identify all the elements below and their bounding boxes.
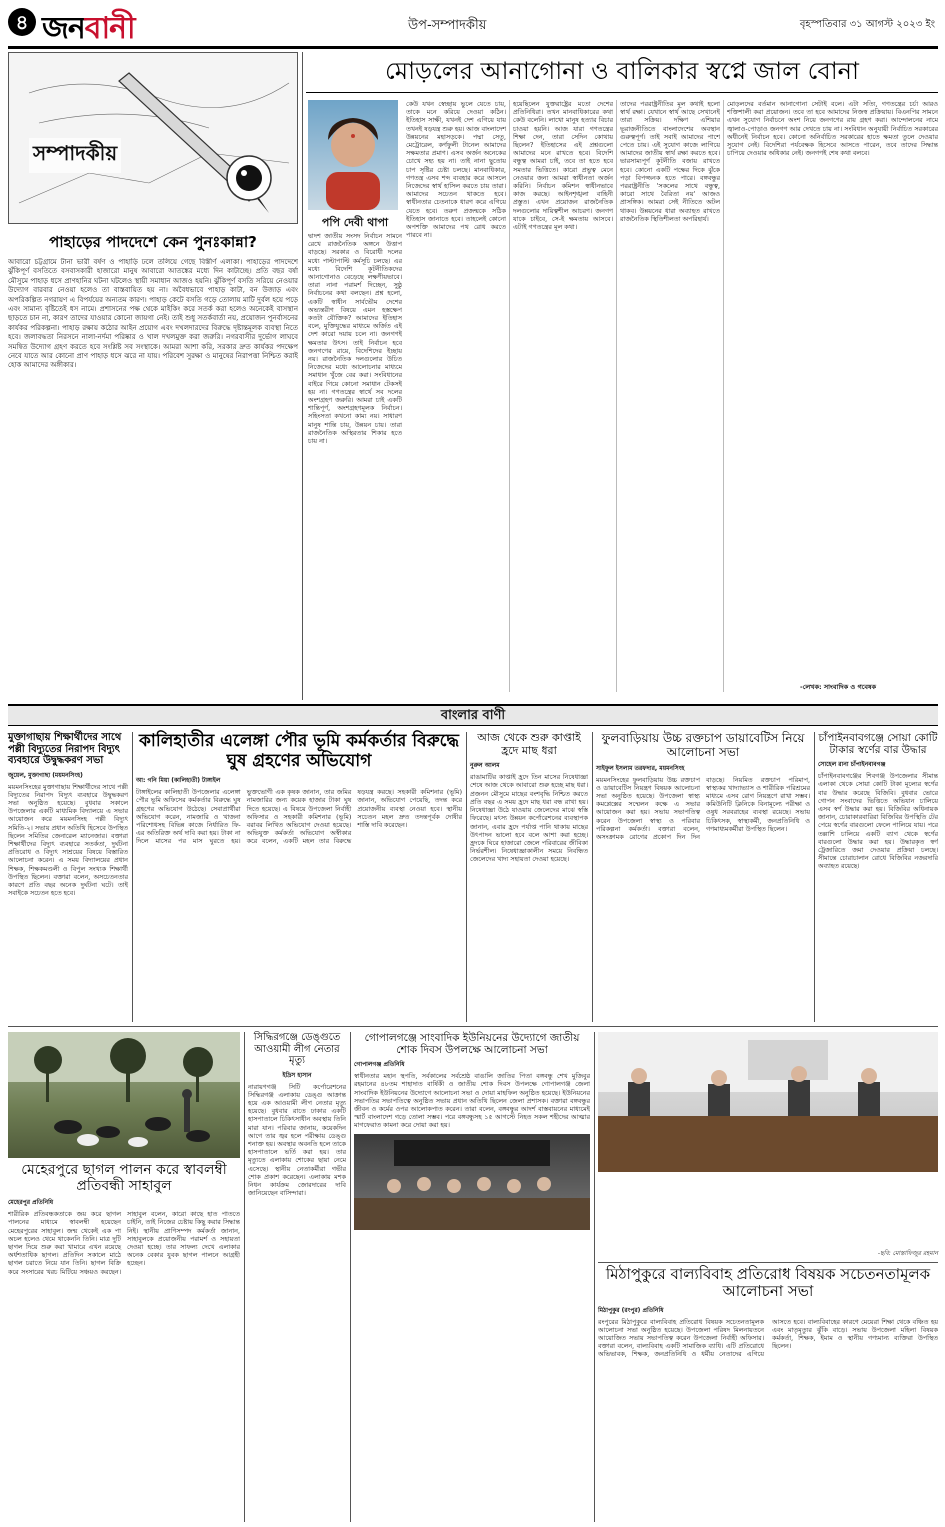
goats-image-icon: [8, 1032, 240, 1158]
news-siddhirganj: [248, 1032, 346, 1522]
photo-caption: -ছবি: মোস্তাফিজুর রহমান: [877, 1250, 938, 1257]
news-headline: গোপালগঞ্জে সাংবাদিক ইউনিয়নের উদ্যোগে জাতীয় শোক দিবস উপলক্ষে আলোচনা সভা: [364, 1032, 580, 1057]
news-mithapukur: [598, 1266, 938, 1522]
goats-photo: [8, 1032, 240, 1158]
col-divider: [350, 1032, 351, 1522]
news-byline: জুয়েল, মুক্তাগাছা (ময়মনসিংহ): [8, 771, 83, 779]
opinion-headline: মোড়লের আনাগোনা ও বালিকার স্বপ্নে জাল বোনা: [385, 57, 859, 85]
author-portrait-icon: [308, 100, 398, 210]
masthead-rule: [8, 46, 938, 49]
section-band-label: বাংলার বাণী: [440, 708, 506, 723]
col-divider: [592, 732, 593, 1022]
seminar-image-icon: [598, 1032, 938, 1172]
col-divider: [594, 1032, 595, 1522]
gopalganj-meeting-photo: [354, 1134, 590, 1230]
news-body: রংপুরের মিঠাপুকুরে বাল্যবিবাহ প্রতিরোধ বিষয়ক সচেতনতামূলক আলোচনা সভা অনুষ্ঠিত হয়েছে। উপজেলা পরিষদ মিলনায়তনে আয়োজিত সভায় সভাপতিত্ব করেন উপজেলা নির্বাহী অফিসার। বক্তারা বলেন, বাল্যবিবাহ একটি সামাজিক ব্যাধি। এটি প্রতিরোধে অভিভাবক, শিক্ষক, জনপ্রতিনিধি ও ধর্মীয় নেতাদের এগিয়ে আসতে হবে। বাল্যবিবাহের কারণে মেয়েরা শিক্ষা থেকে বঞ্চিত হয় এবং মাতৃমৃত্যুর ঝুঁকি বাড়ে। সভায় উপজেলা মহিলা বিষয়ক কর্মকর্তা, শিক্ষক, ইমাম ও স্থানীয় গণ্যমান্য ব্যক্তিরা উপস্থিত ছিলেন।: [598, 1317, 938, 1359]
col-divider: [244, 1032, 245, 1522]
news-headline: চাঁপাইনবাবগঞ্জে সোয়া কোটি টাকার স্বর্ণের বার উদ্ধার: [818, 732, 938, 757]
opinion-col-3: হয়েছিলেন যুক্তরাষ্ট্রের মতো দেশের প্রতিনিধিরা। তখন মানবাধিকারের কথা কেউ বলেনি। লাখো মানুষ হত্যার বিচার চাওয়া হয়নি। আজ যারা গণতন্ত্রের শিক্ষা দেন, তারা সেদিন কোথায় ছিলেন? ইতিহাসের এই প্রশ্নগুলো আমাদের মনে রাখতে হবে। বিদেশি বন্ধুত্ব আমরা চাই, তবে তা হতে হবে সমতার ভিত্তিতে। কারো প্রভুত্ব মেনে নেওয়ার জন্য আমরা স্বাধীনতা অর্জন করিনি। নির্বাচন কমিশন স্বাধীনভাবে কাজ করছে। আইনশৃঙ্খলা বাহিনী প্রস্তুত। এখন প্রয়োজন রাজনৈতিক দলগুলোর দায়িত্বশীল আচরণ। জনগণ যাকে চাইবে, সে-ই ক্ষমতায় আসবে। এটাই গণতন্ত্রের মূল কথা।: [513, 100, 613, 232]
news-headline: মেহেরপুরে ছাগল পালন করে স্বাবলম্বী প্রতিবন্ধী সাহাবুল: [21, 1162, 227, 1195]
opinion-footer: -লেখক: সাংবাদিক ও গবেষক: [800, 683, 877, 691]
editorial-headline: পাহাড়ের পাদদেশে কেন পুনঃকান্না?: [49, 233, 257, 251]
news-body: চাঁপাইনবাবগঞ্জের শিবগঞ্জ উপজেলার সীমান্ত এলাকা থেকে সোয়া কোটি টাকা মূল্যের স্বর্ণের বার উদ্ধার করেছে বিজিবি। বুধবার ভোরে গোপন সংবাদের ভিত্তিতে অভিযান চালিয়ে এসব স্বর্ণ উদ্ধার করা হয়। বিজিবির অধিনায়ক জানান, চোরাকারবারিরা বিজিবির উপস্থিতি টের পেয়ে স্বর্ণের বারগুলো ফেলে পালিয়ে যায়। পরে তল্লাশি চালিয়ে একটি ব্যাগ থেকে স্বর্ণের বারগুলো উদ্ধার করা হয়। উদ্ধারকৃত স্বর্ণ ট্রেজারিতে জমা দেওয়ার প্রক্রিয়া চলছে। সীমান্তে চোরাচালান রোধে বিজিবির নজরদারি অব্যাহত রয়েছে।: [818, 772, 938, 871]
news-headline: ফুলবাড়িয়ায় উচ্চ রক্তচাপ ডায়াবেটিস নিয়ে আলোচনা সভা: [601, 731, 805, 759]
editorial-divider: [302, 52, 303, 700]
seminar-caption-block: [598, 1176, 938, 1260]
section-band: [8, 704, 938, 726]
masthead: [0, 0, 945, 48]
news-byline: সাইফুল ইসলাম তরফদার, ময়মনসিংহ: [596, 764, 685, 772]
seminar-photo: [598, 1032, 938, 1172]
col-divider: [723, 100, 724, 692]
page-number-badge: [8, 8, 36, 36]
news-chapainawabganj: [818, 732, 938, 1032]
opinion-col-5: মোড়লদের বর্তমান আনাগোনা সেটাই বলে। এটা সত্যি, গণতন্ত্রের চর্চা আরও শক্তিশালী করা প্রয়োজন। তবে তা হবে আমাদের নিজস্ব প্রক্রিয়ায়। বিএনপির সামনে এখন সুযোগ নির্বাচনে অংশ নিয়ে জনগণের রায় গ্রহণ করা। আন্দোলনের নামে জ্বালাও-পোড়াও জনগণ আর দেখতে চায় না। সংবিধান অনুযায়ী নির্বাচিত সরকারের অধীনেই নির্বাচন হবে। কোনো অনির্বাচিত সরকারের হাতে ক্ষমতা তুলে দেওয়ার সুযোগ নেই। বিদেশিরা পর্যবেক্ষক হিসেবে আসতে পারেন, তবে তাদের সিদ্ধান্ত চাপিয়ে দেওয়ার অধিকার নেই। জনগণই শেষ কথা বলবে।: [727, 100, 938, 158]
news-byline: ইদ্রিস হাসান: [282, 1071, 312, 1079]
seminar-caption-text: [598, 1176, 938, 1248]
news-byline: সোহেল রানা চাঁপাইনবাবগঞ্জ: [818, 761, 886, 769]
opinion-col-1: দ্বাদশ জাতীয় সংসদ নির্বাচন সামনে রেখে রাজনৈতিক অঙ্গনে উত্তাপ বাড়ছে। সরকার ও বিরোধী দলের মধ্যে পাল্টাপাল্টি কর্মসূচি চলছে। এর মধ্যে বিদেশি কূটনীতিকদের আনাগোনাও বেড়েছে লক্ষণীয়ভাবে। তারা নানা পরামর্শ দিচ্ছেন, সুষ্ঠু নির্বাচনের কথা বলছেন। প্রশ্ন হলো, একটি স্বাধীন সার্বভৌম দেশের অভ্যন্তরীণ বিষয়ে এমন হস্তক্ষেপ কতটা যৌক্তিক? আমাদের ইতিহাস বলে, মুক্তিযুদ্ধের মাধ্যমে অর্জিত এই দেশ কারো দয়ায় চলে না। জনগণই ক্ষমতার উৎস। তাই নির্বাচন হবে জনগণের রায়ে, বিদেশিদের ইচ্ছায় নয়। রাজনৈতিক দলগুলোর উচিত নিজেদের মধ্যে আলোচনার মাধ্যমে সমাধান খুঁজে বের করা। সংবিধানের বাইরে গিয়ে কোনো সমাধান টেকসই হয় না। গণতন্ত্রের স্বার্থে সব দলের অংশগ্রহণ জরুরি। আমরা চাই একটি শান্তিপূর্ণ, অংশগ্রহণমূলক নির্বাচন। সহিংসতা কখনো কাম্য নয়। সাধারণ মানুষ শান্তি চায়, উন্নয়ন চায়। তারা রাজনৈতিক অস্থিরতার শিকার হতে চায় না।: [308, 232, 402, 446]
page-number: ৪: [15, 10, 29, 34]
col-divider: [132, 732, 133, 1022]
news-headline: মুক্তাগাছায় শিক্ষার্থীদের সাথে পল্লী বিদ্যুতের নিরাপদ বিদ্যুৎ ব্যবহারে উদ্বুদ্ধকরণ সভা: [8, 732, 122, 766]
news-byline: মেহেরপুর প্রতিনিধি: [8, 1199, 54, 1207]
news-byline: গোপালগঞ্জ প্রতিনিধি: [354, 1061, 405, 1069]
news-body: নারায়ণগঞ্জ সিটি কর্পোরেশনের সিদ্ধিরগঞ্জ এলাকায় ডেঙ্গু আক্রান্ত হয়ে এক আওয়ামী লীগ নেতার মৃত্যু হয়েছে। বুধবার রাতে ঢাকার একটি হাসপাতালে চিকিৎসাধীন অবস্থায় তিনি মারা যান। পরিবার জানায়, কয়েকদিন আগে তার জ্বর হলে পরীক্ষায় ডেঙ্গু শনাক্ত হয়। অবস্থার অবনতি হলে তাকে হাসপাতালে ভর্তি করা হয়। তার মৃত্যুতে এলাকায় শোকের ছায়া নেমে এসেছে। স্থানীয় নেতাকর্মীরা গভীর শোক প্রকাশ করেছেন। এলাকায় মশক নিধন কার্যক্রম জোরদারের দাবি জানিয়েছেন বাসিন্দারা।: [248, 1082, 346, 1198]
section-title: উপ-সম্পাদকীয়: [408, 18, 487, 33]
news-kaptai: [470, 732, 588, 1032]
news-headline: আজ থেকে শুরু কাপ্তাই হ্রদে মাছ ধরা: [477, 731, 581, 757]
meeting-image-icon: [354, 1134, 590, 1230]
logo-left: জন: [42, 11, 85, 46]
news-body: শারীরিক প্রতিবন্ধকতাকে জয় করে ছাগল পালনের মাধ্যমে স্বাবলম্বী হয়েছেন মেহেরপুরের সাহাবুল। জন্ম থেকেই এক পা অচল হলেও থেমে থাকেননি তিনি। মাত্র দুটি ছাগল দিয়ে শুরু করা খামারে এখন রয়েছে অর্ধশতাধিক ছাগল। প্রতিদিন সকালে মাঠে ছাগল চরাতে নিয়ে যান তিনি। ছাগল বিক্রি করে সংসারের খরচ মিটিয়ে সঞ্চয়ও করছেন। সাহাবুল বলেন, কারো কাছে হাত পাততে চাইনি, তাই নিজের চেষ্টায় কিছু করার সিদ্ধান্ত নিই। স্থানীয় প্রাণিসম্পদ কর্মকর্তা জানান, সাহাবুলকে প্রয়োজনীয় পরামর্শ ও সহায়তা দেওয়া হচ্ছে। তার সাফল্য দেখে এলাকার অনেক বেকার যুবক ছাগল পালনে আগ্রহী হচ্ছেন।: [8, 1210, 240, 1276]
news-kalihati: [136, 732, 462, 1032]
row-rule: [598, 1262, 938, 1263]
news-body: ময়মনসিংহের ফুলবাড়িয়ায় উচ্চ রক্তচাপ ও ডায়াবেটিস নিয়ন্ত্রণ বিষয়ক আলোচনা সভা অনুষ্ঠিত হয়েছে। উপজেলা স্বাস্থ্য কমপ্লেক্সের সম্মেলন কক্ষে এ সভার আয়োজন করা হয়। সভায় সভাপতিত্ব করেন উপজেলা স্বাস্থ্য ও পরিবার পরিকল্পনা কর্মকর্তা। বক্তারা বলেন, অসংক্রামক রোগের প্রকোপ দিন দিন বাড়ছে। নিয়মিত রক্তচাপ পরিমাপ, স্বাস্থ্যকর খাদ্যাভ্যাস ও শারীরিক পরিশ্রমের মাধ্যমে এসব রোগ নিয়ন্ত্রণে রাখা সম্ভব। কমিউনিটি ক্লিনিকে বিনামূল্যে পরীক্ষা ও ওষুধ সরবরাহের ব্যবস্থা রয়েছে। সভায় চিকিৎসক, স্বাস্থ্যকর্মী, জনপ্রতিনিধি ও গণমাধ্যমকর্মীরা উপস্থিত ছিলেন।: [596, 775, 810, 842]
news-body-continued: [354, 1234, 590, 1527]
opinion-col-4: তাদের পররাষ্ট্রনীতির মূল কথাই হলো স্বার্থ রক্ষা। যেখানে স্বার্থ আছে সেখানেই তারা সক্রিয়। দক্ষিণ এশিয়ার ভূরাজনীতিতে বাংলাদেশের অবস্থান গুরুত্বপূর্ণ। তাই সবাই আমাদের পাশে পেতে চায়। এই সুযোগ কাজে লাগিয়ে আমাদের জাতীয় স্বার্থ রক্ষা করতে হবে। ভারসাম্যপূর্ণ কূটনীতি বজায় রাখতে হবে। কোনো একটি পক্ষের দিকে ঝুঁকে পড়া বিপজ্জনক হতে পারে। বঙ্গবন্ধুর পররাষ্ট্রনীতি 'সকলের সাথে বন্ধুত্ব, কারো সাথে বৈরিতা নয়' আজও প্রাসঙ্গিক। আমরা সেই নীতিতে অটল থাকব। উন্নয়নের ধারা অব্যাহত রাখতে রাজনৈতিক স্থিতিশীলতা অপরিহার্য।: [620, 100, 720, 223]
news-body: টাঙ্গাইলের কালিহাতী উপজেলার এলেঙ্গা পৌর ভূমি অফিসের কর্মকর্তার বিরুদ্ধে ঘুষ গ্রহণের অভিযোগ উঠেছে। সেবাপ্রার্থীরা অভিযোগ করেন, নামজারি ও খাজনা পরিশোধসহ বিভিন্ন কাজে নির্ধারিত ফি-এর অতিরিক্ত অর্থ দাবি করা হয়। টাকা না দিলে মাসের পর মাস ঘুরতে হয়। ভুক্তভোগী এক কৃষক জানান, তার জমির নামজারির জন্য কয়েক হাজার টাকা ঘুষ দিতে হয়েছে। এ বিষয়ে উপজেলা নির্বাহী অফিসার ও সহকারী কমিশনার (ভূমি) বরাবর লিখিত অভিযোগ দেওয়া হয়েছে। অভিযুক্ত কর্মকর্তা অভিযোগ অস্বীকার করে বলেন, একটি মহল তার বিরুদ্ধে ষড়যন্ত্র করছে। সহকারী কমিশনার (ভূমি) জানান, অভিযোগ পেয়েছি, তদন্ত করে প্রয়োজনীয় ব্যবস্থা নেওয়া হবে। স্থানীয় সচেতন মহল দ্রুত তদন্তপূর্বক দোষীর শাস্তি দাবি করেছেন।: [136, 788, 462, 846]
news-headline: সিদ্ধিরগঞ্জে ডেঙ্গুতে আওয়ামী লীগ নেতার মৃত্যু: [253, 1032, 341, 1066]
news-body: রাঙামাটির কাপ্তাই হ্রদে তিন মাসের নিষেধাজ্ঞা শেষে আজ থেকে আবারো শুরু হচ্ছে মাছ ধরা। প্রজনন মৌসুমে মাছের বংশবৃদ্ধি নিশ্চিত করতে প্রতি বছর এ সময় হ্রদে মাছ ধরা বন্ধ রাখা হয়। নিষেধাজ্ঞা উঠে যাওয়ায় জেলেদের মাঝে স্বস্তি ফিরেছে। মৎস্য উন্নয়ন কর্পোরেশনের ব্যবস্থাপক জানান, এবার হ্রদে পর্যাপ্ত পানি থাকায় মাছের উৎপাদন ভালো হবে বলে আশা করা হচ্ছে। হ্রদকে ঘিরে হাজারো জেলে পরিবারের জীবিকা নির্ভরশীল। নিষেধাজ্ঞাকালীন সময়ে নিবন্ধিত জেলেদের খাদ্য সহায়তা দেওয়া হয়েছে।: [470, 773, 588, 864]
opinion-headline-rule: [306, 92, 938, 93]
editorial-label: সম্পাদকীয়: [29, 138, 121, 173]
col-divider: [509, 100, 510, 692]
col-divider: [814, 732, 815, 1022]
news-byline: আ: গনি মিয়া (কালিহাতী) টাঙ্গাইল: [136, 777, 221, 785]
opinion-col-2: কেউ যখন স্বেচ্ছায় ভুলে যেতে চায়, তাকে মনে করিয়ে দেওয়া কঠিন। ইতিহাস সাক্ষী, যখনই দেশ এগিয়ে যায় তখনই ষড়যন্ত্র শুরু হয়। আজ বাংলাদেশ উন্নয়নের মহাসড়কে। পদ্মা সেতু, মেট্রোরেল, কর্ণফুলী টানেল আমাদের সক্ষমতার প্রমাণ। এসব অর্জন অনেকের চোখে সহ্য হয় না। তাই নানা ছুতোয় চাপ সৃষ্টির চেষ্টা চলছে। মানবাধিকার, গণতন্ত্র এসব শব্দ ব্যবহার করে আসলে নিজেদের স্বার্থ হাসিল করতে চায় তারা। আমাদের সচেতন থাকতে হবে। স্বাধীনতার চেতনাকে ধারণ করে এগিয়ে যেতে হবে। তরুণ প্রজন্মকে সঠিক ইতিহাস জানাতে হবে। তাহলেই কোনো অপশক্তি আমাদের পথ রোধ করতে পারবে না।: [406, 100, 506, 240]
news-byline: নুরুল আলম: [470, 762, 500, 770]
author-photo: [308, 100, 398, 210]
news-byline: মিঠাপুকুর (রংপুর) প্রতিনিধি: [598, 1306, 664, 1314]
col-divider: [466, 732, 467, 1022]
col-divider: [616, 100, 617, 692]
news-body: ময়মনসিংহের মুক্তাগাছায় শিক্ষার্থীদের সাথে পল্লী বিদ্যুতের নিরাপদ বিদ্যুৎ ব্যবহারে উদ্বুদ্ধকরণ সভা অনুষ্ঠিত হয়েছে। বুধবার সকালে উপজেলার একটি মাধ্যমিক বিদ্যালয়ে এ সভার আয়োজন করে ময়মনসিংহ পল্লী বিদ্যুৎ সমিতি-২। সভায় প্রধান অতিথি হিসেবে উপস্থিত ছিলেন সমিতির জেনারেল ম্যানেজার। বক্তারা শিক্ষার্থীদের বিদ্যুৎ ব্যবহারে সতর্কতা, দুর্ঘটনা প্রতিরোধ ও বিদ্যুৎ সাশ্রয়ের বিষয়ে বিস্তারিত আলোচনা করেন। এ সময় বিদ্যালয়ের প্রধান শিক্ষক, শিক্ষকমণ্ডলী ও বিপুল সংখ্যক শিক্ষার্থী উপস্থিত ছিলেন। বক্তারা বলেন, অসচেতনতার কারণে প্রতি বছর অনেক দুর্ঘটনা ঘটে। তাই সবাইকে সচেতন হতে হবে।: [8, 782, 128, 898]
issue-date: বৃহস্পতিবার ৩১ আগস্ট ২০২৩ ইং: [799, 19, 935, 30]
row-rule: [8, 1026, 938, 1027]
editorial-illustration: [8, 52, 298, 224]
editorial-body: আবারো চট্টগ্রামে টানা ভারী বর্ষণ ও পাহাড়ি ঢলে তলিয়ে গেছে বিস্তীর্ণ এলাকা। পাহাড়ের পাদদেশে ঝুঁকিপূর্ণ বসতিতে বসবাসকারী হাজারো মানুষ আবারো আতঙ্কের মধ্যে দিন কাটাচ্ছে। প্রতি বছর বর্ষা মৌসুমে পাহাড় ধসে প্রাণহানির ঘটনা ঘটলেও স্থায়ী সমাধান আজও হয়নি। ঝুঁকিপূর্ণ বসতি সরিয়ে নেওয়ার উদ্যোগ বারবার নেওয়া হলেও তা বাস্তবায়িত হয় না। অবৈধভাবে পাহাড় কাটা, বন উজাড় এবং অপরিকল্পিত নগরায়ণ এ বিপর্যয়ের অন্যতম কারণ। পাহাড় কেটে বসতি গড়ে তোলায় মাটি দুর্বল হয়ে পড়ে এবং সামান্য বৃষ্টিতেই ধস নামে। প্রশাসনের পক্ষ থেকে মাইকিং করে সতর্ক করা হলেও অনেকেই বাসস্থান ছাড়তে চান না, কারণ তাদের যাওয়ার কোনো জায়গা নেই। তাই শুধু সতর্কবার্তা নয়, প্রয়োজন পুনর্বাসনের কার্যকর পরিকল্পনা। পাহাড় রক্ষায় কঠোর আইন প্রয়োগ এবং দখলদারদের বিরুদ্ধে দৃষ্টান্তমূলক ব্যবস্থা নিতে হবে। জলাবদ্ধতা নিরসনে নালা-নর্দমা পরিষ্কার ও খাল দখলমুক্ত করা জরুরি। নগরবাসীর দুর্ভোগ লাঘবে সমন্বিত উদ্যোগ গ্রহণ করতে হবে সংশ্লিষ্ট সব সংস্থাকে। আমরা আশা করি, সরকার দ্রুত কার্যকর পদক্ষেপ নেবে যাতে আর কোনো প্রাণ পাহাড় ধসে ঝরে না যায়। পরিবেশ সুরক্ষা ও মানুষের নিরাপত্তা নিশ্চিত করাই হোক আমাদের অঙ্গীকার।: [8, 258, 298, 370]
author-name: পপি দেবী থাপা: [321, 216, 389, 229]
news-headline: মিঠাপুকুরে বাল্যবিবাহ প্রতিরোধ বিষয়ক সচেতনতামূলক আলোচনা সভা: [605, 1265, 931, 1301]
news-meherpur: [8, 1162, 240, 1522]
news-headline: কালিহাতীর এলেঙ্গা পৌর ভূমি কর্মকর্তার বিরুদ্ধে ঘুষ গ্রহণের অভিযোগ: [139, 731, 459, 771]
news-gopalganj: [354, 1032, 590, 1522]
news-fulbaria: [596, 732, 810, 1032]
logo-right: বানী: [84, 11, 135, 46]
news-body: স্বাধীনতার মহান স্থপতি, সর্বকালের সর্বশ্রেষ্ঠ বাঙালি জাতির পিতা বঙ্গবন্ধু শেখ মুজিবুর রহমানের ৪৮তম শাহাদাত বার্ষিকী ও জাতীয় শোক দিবস উপলক্ষে গোপালগঞ্জ জেলা সাংবাদিক ইউনিয়নের উদ্যোগে আলোচনা সভা ও দোয়া মাহফিল অনুষ্ঠিত হয়েছে। ইউনিয়নের সভাপতির সভাপতিত্বে অনুষ্ঠিত সভায় প্রধান অতিথি ছিলেন জেলা প্রশাসক। বক্তারা বঙ্গবন্ধুর জীবন ও কর্মের ওপর আলোকপাত করেন। তারা বলেন, বঙ্গবন্ধুর আদর্শ বাস্তবায়নের মাধ্যমেই স্মার্ট বাংলাদেশ গড়ে তোলা সম্ভব। পরে বঙ্গবন্ধুসহ ১৫ আগস্টে নিহত সকল শহীদের আত্মার মাগফেরাত কামনা করে দোয়া করা হয়।: [354, 1072, 590, 1130]
